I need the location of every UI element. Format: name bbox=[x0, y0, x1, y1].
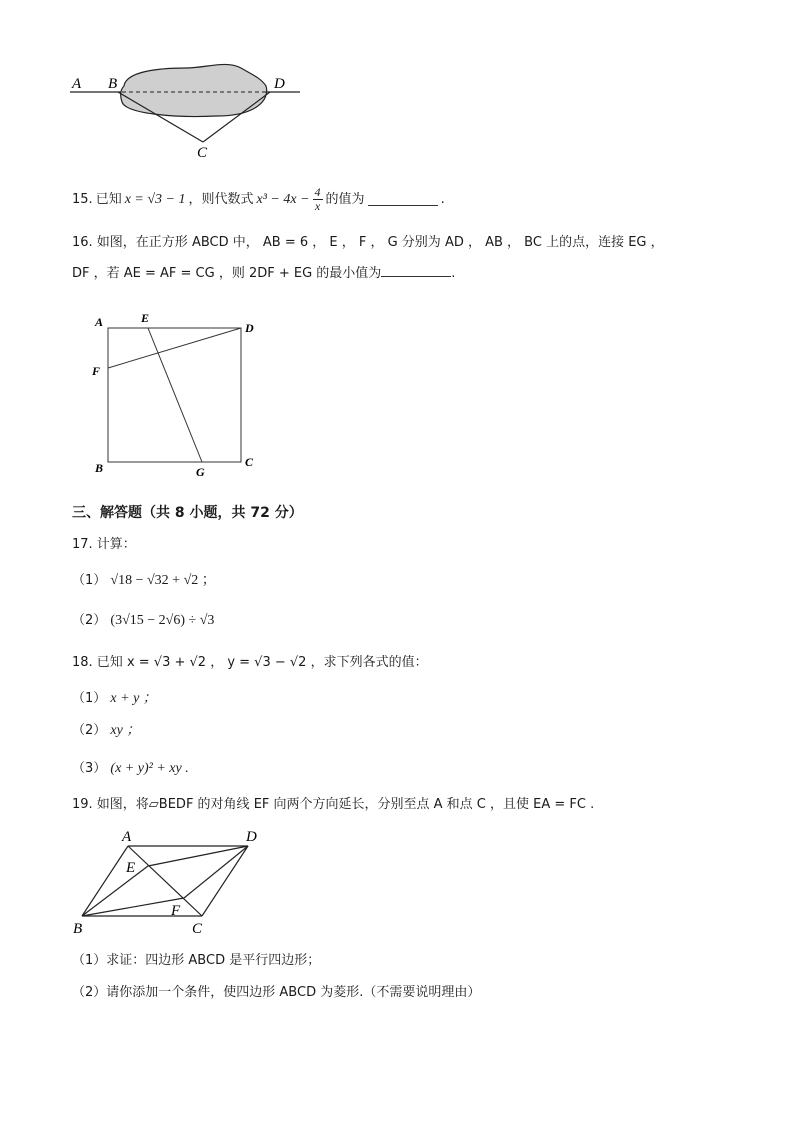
label-e: E bbox=[141, 311, 150, 325]
segment-ab bbox=[82, 846, 128, 916]
q15-fraction-denominator: x bbox=[314, 199, 321, 213]
label-a: A bbox=[72, 76, 82, 92]
parallelogram-figure bbox=[70, 824, 270, 936]
section-3-title: 三、解答题（共 8 小题，共 72 分） bbox=[72, 505, 303, 521]
q18-part-1-number: （1） bbox=[72, 691, 107, 706]
question-17-stem: 17. 计算： bbox=[72, 537, 136, 552]
q18-part-2-expression: xy ； bbox=[110, 723, 141, 738]
label-a: A bbox=[122, 829, 132, 845]
segment-fd bbox=[108, 328, 241, 368]
label-d: D bbox=[245, 321, 254, 335]
q18-part-1-expression: x + y ； bbox=[110, 691, 157, 706]
q15-answer-blank[interactable] bbox=[368, 193, 438, 206]
q15-prefix: 已知 bbox=[95, 191, 122, 207]
q15-fraction bbox=[313, 186, 323, 213]
question-18-part-1 bbox=[72, 690, 157, 708]
q15-mid: ，则代数式 bbox=[188, 191, 254, 207]
label-b: B bbox=[95, 461, 104, 475]
q18-part-2-number: （2） bbox=[72, 723, 107, 738]
segment-ed bbox=[148, 846, 248, 866]
label-f: F bbox=[92, 364, 101, 378]
lake-shape bbox=[121, 64, 267, 116]
question-15 bbox=[72, 186, 445, 213]
segment-cd bbox=[202, 846, 248, 916]
q18-stem-text: 18. 已知 x = √3 + √2 ， y = √3 − √2 ，求下列各式的值： bbox=[72, 655, 428, 670]
segment-be bbox=[82, 866, 148, 916]
label-c: C bbox=[192, 921, 203, 936]
question-19-stem: 19. 如图，将▱BEDF 的对角线 EF 向两个方向延长，分别至点 A 和点 C ，且使 EA = FC . bbox=[72, 797, 595, 812]
q15-fraction-numerator: 4 bbox=[314, 185, 321, 199]
q17-part-1-number: （1） bbox=[72, 573, 107, 588]
q17-part-2-expression: (3√15 − 2√6) ÷ √3 bbox=[110, 613, 215, 628]
q17-part-1-expression: √18 − √32 + √2 ； bbox=[110, 573, 216, 588]
label-d: D bbox=[246, 829, 257, 845]
q16-line-2-text: DF ，若 AE = AF = CG ，则 2DF + EG 的最小值为 bbox=[72, 266, 382, 281]
q15-suffix: 的值为 bbox=[325, 191, 365, 207]
question-19-part-2: （2）请你添加一个条件，使四边形 ABCD 为菱形.（不需要说明理由） bbox=[72, 985, 481, 1000]
question-17-part-2 bbox=[72, 612, 214, 630]
question-18-stem bbox=[72, 654, 428, 672]
q16-answer-blank[interactable] bbox=[381, 264, 451, 277]
q15-expression: x³ − 4x − bbox=[256, 191, 310, 207]
question-18-part-2 bbox=[72, 722, 140, 740]
label-b: B bbox=[73, 921, 83, 936]
q17-part-2-number: （2） bbox=[72, 613, 107, 628]
question-19-part-1: （1）求证：四边形 ABCD 是平行四边形； bbox=[72, 953, 321, 968]
lake-figure bbox=[66, 58, 316, 163]
question-18-part-3 bbox=[72, 760, 189, 778]
label-g: G bbox=[196, 465, 205, 479]
label-a: A bbox=[95, 315, 104, 329]
q16-end: . bbox=[451, 266, 456, 281]
label-b: B bbox=[108, 76, 118, 92]
q15-number: 15. bbox=[72, 191, 93, 207]
label-e: E bbox=[126, 860, 136, 876]
segment-bf bbox=[82, 898, 184, 916]
q18-part-3-expression: (x + y)² + xy . bbox=[110, 761, 189, 776]
q15-end: . bbox=[440, 191, 445, 207]
square-figure bbox=[86, 308, 266, 488]
label-d: D bbox=[274, 76, 285, 92]
label-c: C bbox=[245, 455, 254, 469]
question-17-part-1 bbox=[72, 572, 216, 590]
question-16-line-1: 16. 如图，在正方形 ABCD 中， AB = 6 ， E ， F ， G 分别为 AD ， AB ， BC 上的点，连接 EG ， bbox=[72, 235, 664, 250]
q15-condition: x = √3 − 1 bbox=[124, 191, 186, 207]
segment-fd bbox=[184, 846, 248, 898]
label-f: F bbox=[171, 903, 181, 919]
q18-part-3-number: （3） bbox=[72, 761, 107, 776]
label-c: C bbox=[197, 145, 208, 161]
question-16-line-2 bbox=[72, 264, 455, 283]
